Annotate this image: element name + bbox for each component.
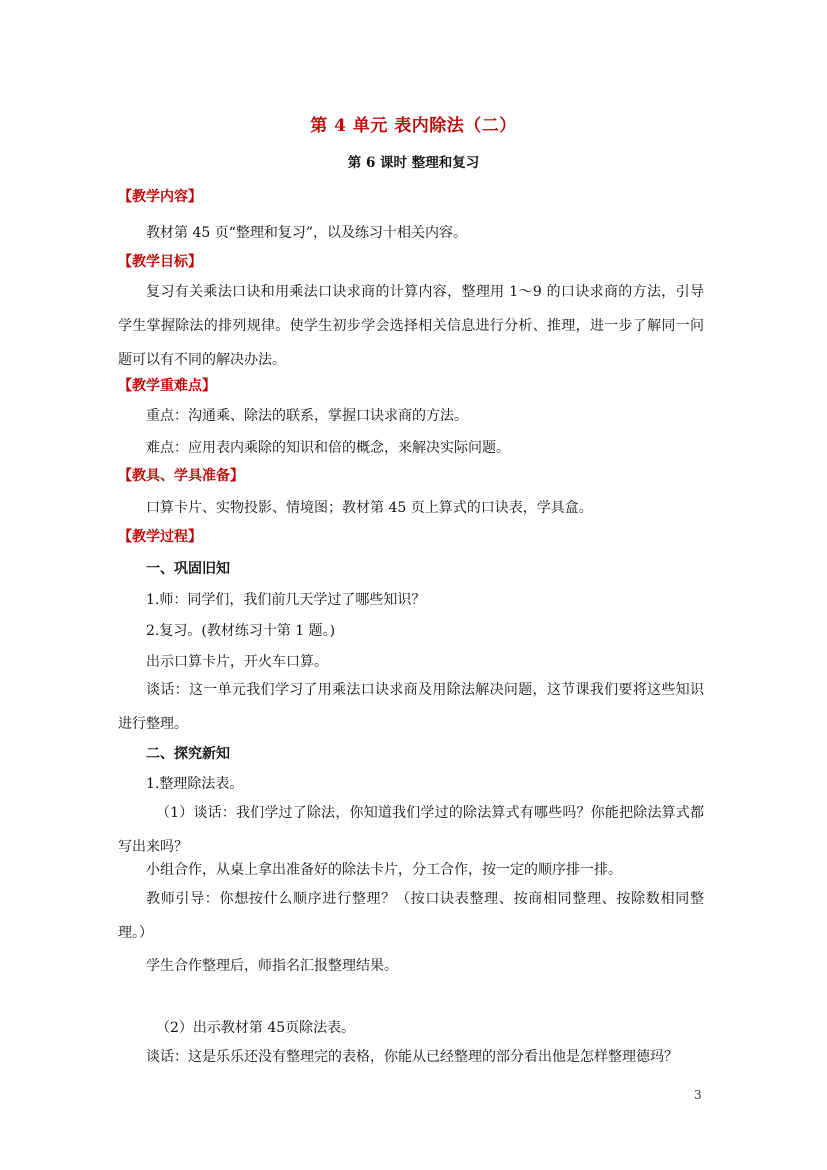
section-heading-tools: 【教具、学具准备】 (118, 468, 244, 484)
part1-talk: 谈话：这一单元我们学习了用乘法口诀求商及用除法解决问题，这节课我们要将这些知识进行整理。 (118, 682, 704, 732)
part2-report: 学生合作整理后，师指名汇报整理结果。 (146, 958, 398, 974)
part2-item1: 1.整理除法表。 (146, 776, 244, 792)
part1-item1: 1.师：同学们，我们前几天学过了哪些知识？ (146, 592, 426, 608)
section-heading-goals: 【教学目标】 (118, 254, 202, 270)
content-text: 教材第 45 页“整理和复习”，以及练习十相关内容。 (146, 225, 468, 241)
goals-text: 复习有关乘法口诀和用乘法口诀求商的计算内容，整理用 1～9 的口诀求商的方法，引导学生掌握除法的排列规律。使学生初步学会选择相关信息进行分析、推理，进一步了解同一问题可以有不同的解决办法。 (118, 284, 704, 368)
lesson-subtitle: 第 6 课时 整理和复习 (347, 155, 480, 171)
section-heading-key-points: 【教学重难点】 (118, 378, 216, 394)
difficult-point-text: 难点：应用表内乘除的知识和倍的概念，来解决实际问题。 (146, 440, 510, 456)
part1-heading: 一、巩固旧知 (146, 561, 230, 577)
page-title: 第 4 单元 表内除法（二） (310, 116, 517, 136)
part2-group: 小组合作，从桌上拿出准备好的除法卡片，分工合作，按一定的顺序排一排。 (146, 862, 622, 878)
part2-heading: 二、探究新知 (146, 746, 230, 762)
tools-text: 口算卡片、实物投影、情境图；教材第 45 页上算式的口诀表，学具盒。 (146, 500, 593, 516)
part1-item3: 出示口算卡片，开火车口算。 (146, 654, 328, 670)
part2-talk2: 谈话：这是乐乐还没有整理完的表格，你能从已经整理的部分看出他是怎样整理德玛？ (146, 1049, 678, 1065)
part2-guide: 教师引导：你想按什么顺序进行整理？（按口诀表整理、按商相同整理、按除数相同整理。） (118, 891, 704, 941)
part2-sub2: （2）出示教材第 45页除法表。 (156, 1020, 356, 1036)
part2-sub1: （1）谈话：我们学过了除法，你知道我们学过的除法算式有哪些吗？你能把除法算式都写出来吗？ (118, 805, 704, 855)
key-point-text: 重点：沟通乘、除法的联系，掌握口诀求商的方法。 (146, 408, 468, 424)
part1-item2: 2.复习。(教材练习十第 1 题。) (146, 623, 336, 639)
section-heading-process: 【教学过程】 (118, 529, 202, 545)
page-number: 3 (694, 1088, 702, 1102)
section-heading-content: 【教学内容】 (118, 189, 202, 205)
